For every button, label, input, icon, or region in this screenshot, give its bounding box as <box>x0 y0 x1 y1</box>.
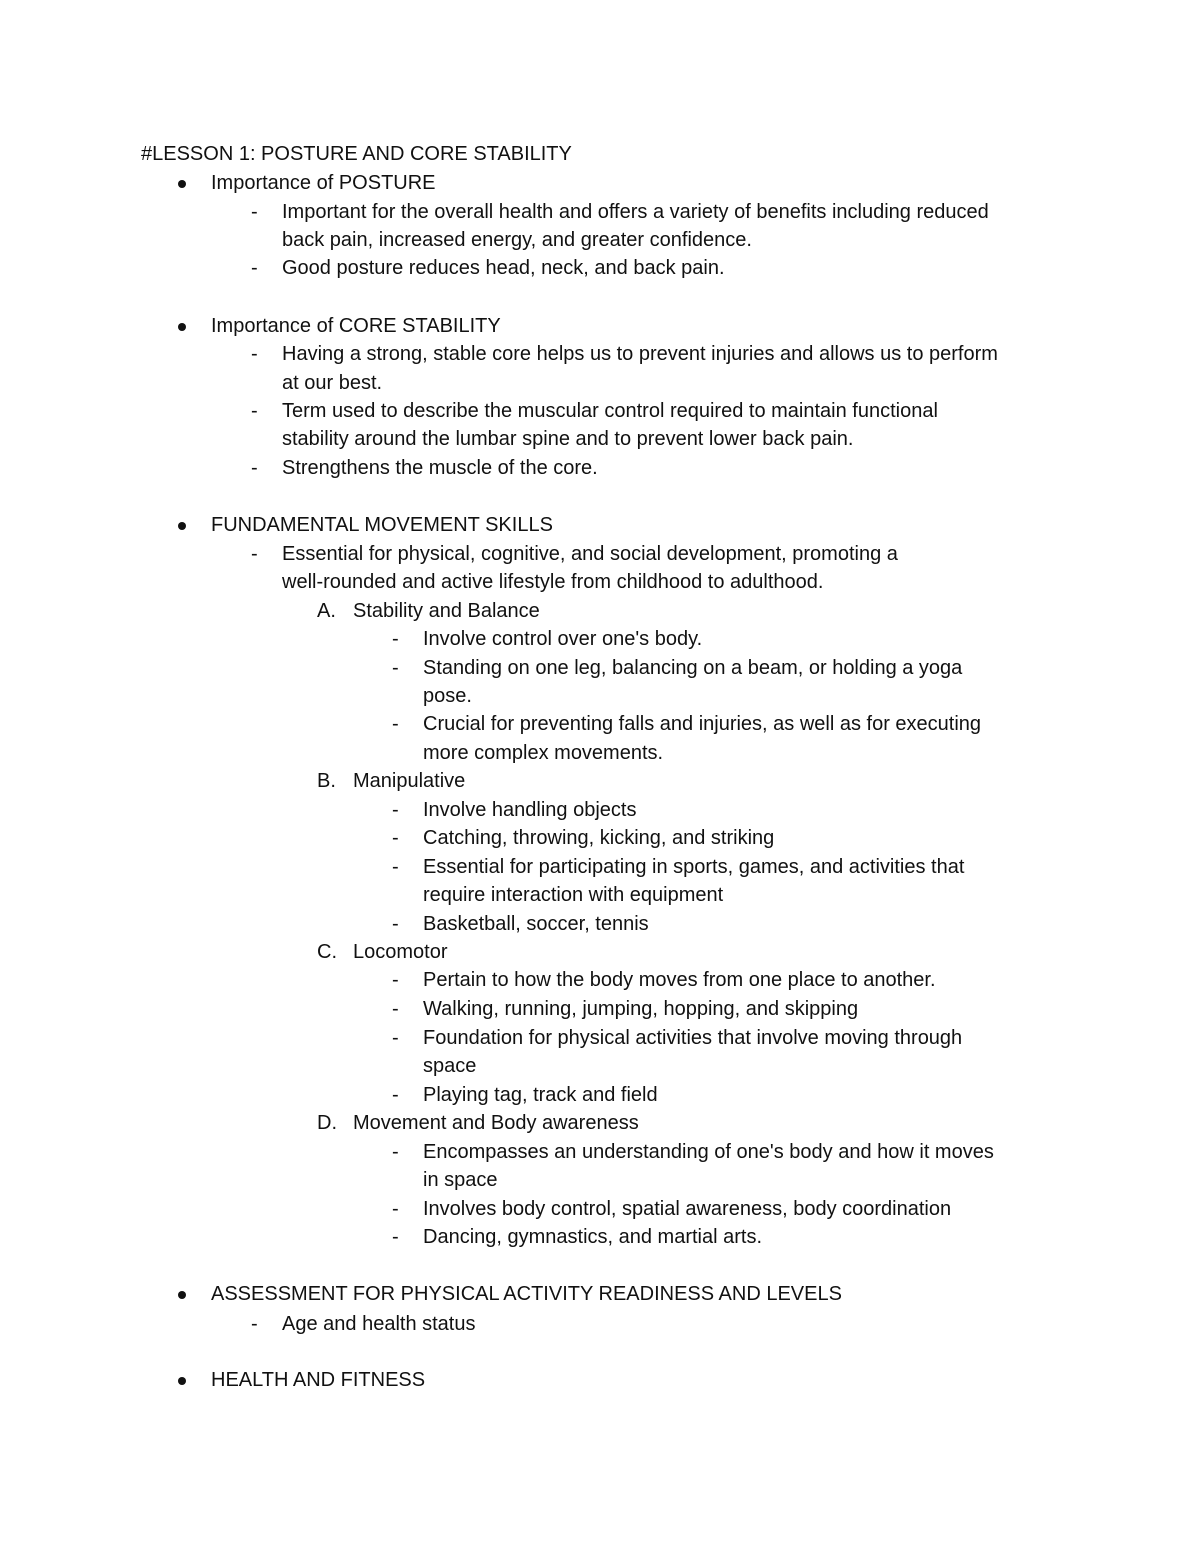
dash: - <box>251 343 258 365</box>
b-item-4-line-1: Basketball, soccer, tennis <box>423 913 649 935</box>
d-item-3-line-1: Dancing, gymnastics, and martial arts. <box>423 1226 763 1248</box>
dash: - <box>251 257 258 279</box>
c-item-3-line-1: Foundation for physical activities that involve moving through <box>423 1027 963 1049</box>
heading-fms: FUNDAMENTAL MOVEMENT SKILLS <box>211 514 553 536</box>
d-item-1-line-2: in space <box>423 1169 498 1191</box>
dash: - <box>392 1198 399 1220</box>
heading-core: Importance of CORE STABILITY <box>211 315 501 337</box>
c-item-2-line-1: Walking, running, jumping, hopping, and skipping <box>423 998 859 1020</box>
category-name-d: Movement and Body awareness <box>353 1112 639 1134</box>
core-item-2-line-2: stability around the lumbar spine and to prevent lower back pain. <box>282 428 854 450</box>
dash: - <box>392 1226 399 1248</box>
bullet-health <box>178 1377 186 1385</box>
bullet-assessment <box>178 1291 186 1299</box>
bullet-posture <box>178 180 186 188</box>
c-item-4-line-1: Playing tag, track and field <box>423 1084 658 1106</box>
heading-posture: Importance of POSTURE <box>211 172 436 194</box>
bullet-fms <box>178 522 186 530</box>
core-item-3-line-1: Strengthens the muscle of the core. <box>282 457 598 479</box>
dash: - <box>251 400 258 422</box>
dash: - <box>392 969 399 991</box>
dash: - <box>392 713 399 735</box>
posture-item-1-line-1: Important for the overall health and offers a variety of benefits including reduced <box>282 201 989 223</box>
dash: - <box>392 913 399 935</box>
a-item-3-line-1: Crucial for preventing falls and injuries, as well as for executing <box>423 713 982 735</box>
core-item-1-line-2: at our best. <box>282 372 383 394</box>
d-item-1-line-1: Encompasses an understanding of one's body and how it moves <box>423 1141 994 1163</box>
heading-assessment: ASSESSMENT FOR PHYSICAL ACTIVITY READINESS AND LEVELS <box>211 1283 842 1305</box>
dash: - <box>392 1084 399 1106</box>
posture-item-1-line-2: back pain, increased energy, and greater confidence. <box>282 229 752 251</box>
dash: - <box>251 543 258 565</box>
d-item-2-line-1: Involves body control, spatial awareness, body coordination <box>423 1198 952 1220</box>
a-item-2-line-1: Standing on one leg, balancing on a beam, or holding a yoga <box>423 657 963 679</box>
b-item-3-line-2: require interaction with equipment <box>423 884 724 906</box>
dash: - <box>251 201 258 223</box>
heading-health: HEALTH AND FITNESS <box>211 1369 426 1391</box>
dash: - <box>392 799 399 821</box>
fms-intro-line-2: well-rounded and active lifestyle from childhood to adulthood. <box>282 571 824 593</box>
bullet-core <box>178 323 186 331</box>
dash: - <box>251 457 258 479</box>
a-item-2-line-2: pose. <box>423 685 472 707</box>
c-item-3-line-2: space <box>423 1055 477 1077</box>
category-name-a: Stability and Balance <box>353 600 540 622</box>
category-letter-d: D. <box>317 1112 337 1134</box>
a-item-1-line-1: Involve control over one's body. <box>423 628 703 650</box>
dash: - <box>392 827 399 849</box>
dash: - <box>392 1141 399 1163</box>
category-name-b: Manipulative <box>353 770 466 792</box>
a-item-3-line-2: more complex movements. <box>423 742 664 764</box>
category-letter-b: B. <box>317 770 336 792</box>
b-item-3-line-1: Essential for participating in sports, games, and activities that <box>423 856 965 878</box>
b-item-2-line-1: Catching, throwing, kicking, and striking <box>423 827 775 849</box>
dash: - <box>392 856 399 878</box>
assessment-item-1-line-1: Age and health status <box>282 1313 476 1335</box>
category-letter-a: A. <box>317 600 336 622</box>
dash: - <box>392 657 399 679</box>
dash: - <box>392 628 399 650</box>
category-name-c: Locomotor <box>353 941 448 963</box>
b-item-1-line-1: Involve handling objects <box>423 799 637 821</box>
c-item-1-line-1: Pertain to how the body moves from one place to another. <box>423 969 936 991</box>
core-item-2-line-1: Term used to describe the muscular control required to maintain functional <box>282 400 938 422</box>
lesson-title: #LESSON 1: POSTURE AND CORE STABILITY <box>141 143 572 165</box>
fms-intro-line-1: Essential for physical, cognitive, and social development, promoting a <box>282 543 898 565</box>
posture-item-2-line-1: Good posture reduces head, neck, and back pain. <box>282 257 725 279</box>
dash: - <box>392 998 399 1020</box>
category-letter-c: C. <box>317 941 337 963</box>
dash: - <box>251 1313 258 1335</box>
core-item-1-line-1: Having a strong, stable core helps us to prevent injuries and allows us to perform <box>282 343 998 365</box>
dash: - <box>392 1027 399 1049</box>
